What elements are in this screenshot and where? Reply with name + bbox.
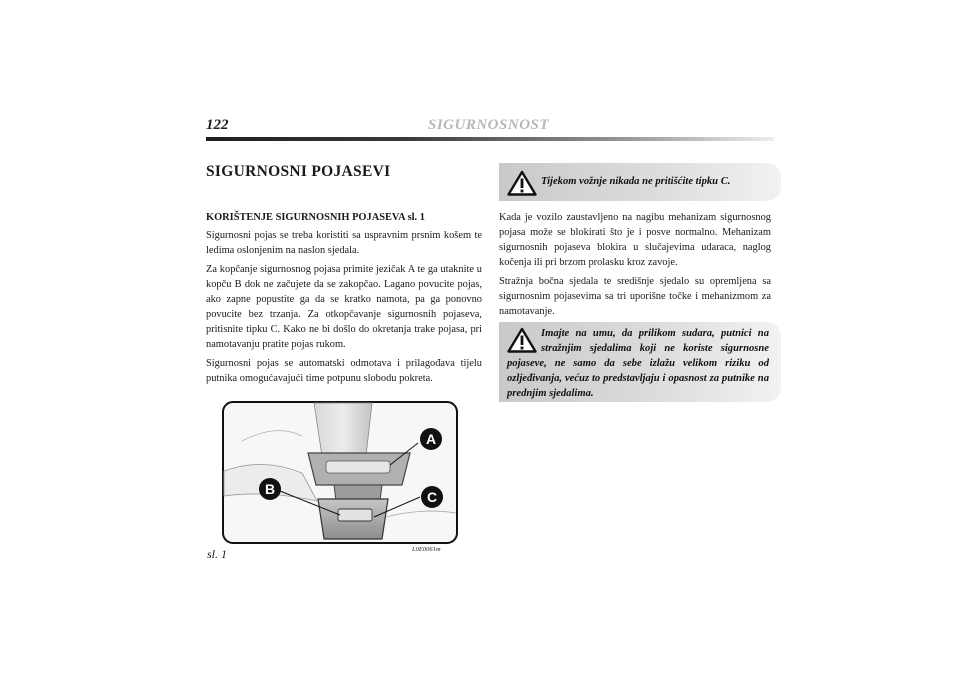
paragraph: Sigurnosni pojas se automatski odmotava i prilagođava tijelu putnika omogućavajući time potpunu slobodu pokreta. — [206, 358, 482, 384]
header-rule — [206, 137, 774, 141]
warning-text: Imajte na umu, da prilikom sudara, putnici na stražnjim sjedalima koji ne koriste sigurnosne pojaseve, ne samo da sebe izlažu velikom riziku od ozljeđivanja, većuz to predstavljaju i opasnost za putnike na prednjim sjedalima. — [507, 328, 769, 399]
main-heading: SIGURNOSNI POJASEVI — [206, 163, 391, 180]
paragraph: Stražnja bočna sjedala te središnje sjedalo su opremljena sa sigurnosnim pojasevima sa tri uporišne točke i mehanizmom za namotavanje. — [499, 276, 771, 317]
warning-triangle-icon — [507, 327, 537, 353]
seat-belt-figure — [222, 401, 458, 544]
warning-triangle-icon — [507, 170, 537, 196]
sub-heading: KORIŠTENJE SIGURNOSNIH POJASEVA sl. 1 — [206, 212, 425, 223]
paragraph: Za kopčanje sigurnosnog pojasa primite jezičak A te ga utaknite u kopču B dok ne začujete da se zakopčao. Lagano povucite pojas, ako zapne popustite ga da se kratko namota, pa ga ponovno povucite bez trzanja. Za otkopčavanje sigurnosnih pojaseva, pritisnite tipku C. Kako ne bi došlo do okretanja trake pojasa, pri namotavanju pratite pojas rukom. — [206, 264, 482, 350]
callout-c-label: C — [426, 489, 438, 505]
left-column — [206, 210, 482, 390]
figure-code: L0E0061m — [412, 546, 441, 553]
section-title: SIGURNOSNOST — [428, 117, 550, 133]
paragraph: Kada je vozilo zaustavljeno na nagibu mehanizam sigurnosnog pojasa može se blokirati što je i posve normalno. Mehanizam sigurnosnih pojaseva blokira u slučajevima udaraca, naglog kočenja ili pri brzom prolasku kroz zavoje. — [499, 212, 771, 268]
warning-box-2 — [499, 322, 781, 402]
warning-text: Tijekom vožnje nikada ne pritišćite tipku C. — [541, 176, 731, 187]
callout-b-label: B — [264, 481, 276, 497]
paragraph: Sigurnosni pojas se treba koristiti sa uspravnim prsnim košem te ledima oslonjenim na naslon sjedala. — [206, 230, 482, 256]
callout-a-label: A — [425, 431, 437, 447]
page-number: 122 — [206, 117, 229, 133]
warning-text-wrap — [499, 322, 781, 401]
warning-box-1 — [499, 163, 781, 201]
figure-caption: sl. 1 — [207, 547, 228, 561]
right-column — [499, 210, 771, 323]
